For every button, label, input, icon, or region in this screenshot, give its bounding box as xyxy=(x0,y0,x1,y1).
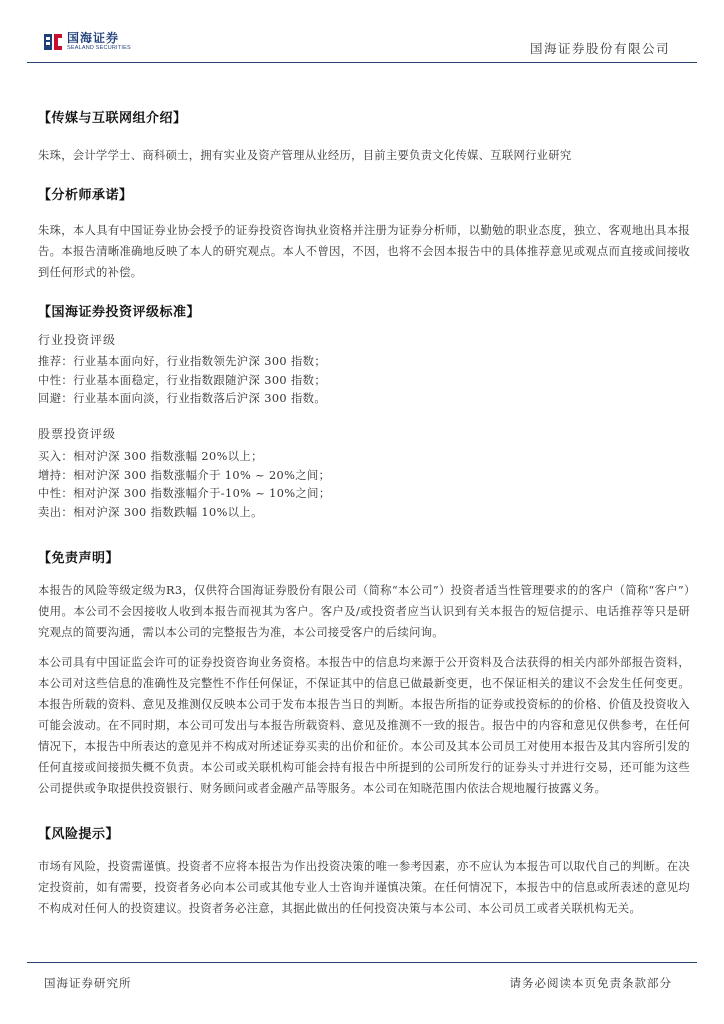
risk-title: 【风险提示】 xyxy=(38,827,120,842)
company-name: 国海证券股份有限公司 xyxy=(529,41,670,56)
industry-rating-item: 回避：行业基本面向淡，行业指数落后沪深 300 指数。 xyxy=(38,392,327,405)
stock-rating-item: 增持：相对沪深 300 指数涨幅介于 10% ~ 20%之间； xyxy=(38,468,331,482)
disclaimer-paragraph-1: 本报告的风险等级定级为R3，仅供符合国海证券股份有限公司（简称“本公司”）投资者适当性管理要求的的客户（简称“客户”）使用。本公司不会因接收人收到本报告而视其为客户。客户及/或投资者应当认识到有关本报告的短信提示、电话推荐等只是研究观点的简要沟通，需以本公司的完整报告为准，本公司接受客户的后续问询。 xyxy=(38,584,690,639)
stock-rating-block xyxy=(38,425,690,522)
industry-rating-title: 行业投资评级 xyxy=(38,333,117,347)
header-divider xyxy=(27,62,697,63)
risk-section xyxy=(38,823,690,842)
media-intro-text: 朱珠，会计学学士、商科硕士，拥有实业及资产管理从业经历，目前主要负责文化传媒、互联网行业研究 xyxy=(38,149,572,162)
disclaimer-body-1 xyxy=(38,580,690,643)
analyst-section xyxy=(38,184,690,203)
analyst-text: 朱珠，本人具有中国证券业协会授予的证券投资咨询执业资格并注册为证券分析师，以勤勉的职业态度，独立、客观地出具本报告。本报告清晰准确地反映了本人的研究观点。本人不曾因，不因，也将不会因本报告中的具体推荐意见或观点而直接或间接收到任何形式的补偿。 xyxy=(38,224,690,279)
stock-rating-title: 股票投资评级 xyxy=(38,427,117,441)
logo-en-text: SEALAND SECURITIES xyxy=(67,45,131,52)
disclaimer-section xyxy=(38,547,690,566)
risk-body xyxy=(38,856,690,919)
rating-title: 【国海证券投资评级标准】 xyxy=(38,305,201,320)
stock-rating-item: 中性：相对沪深 300 指数涨幅介于-10% ~ 10%之间； xyxy=(38,487,331,500)
stock-rating-item: 买入：相对沪深 300 指数涨幅 20%以上； xyxy=(38,450,263,463)
media-intro-title: 【传媒与互联网组介绍】 xyxy=(38,111,187,126)
disclaimer-title: 【免责声明】 xyxy=(38,551,120,566)
industry-rating-block xyxy=(38,331,690,409)
media-intro-section xyxy=(38,107,690,126)
analyst-title: 【分析师承诺】 xyxy=(38,188,133,203)
stock-rating-item: 卖出：相对沪深 300 指数跌幅 10%以上。 xyxy=(38,505,263,519)
footer-institute: 国海证券研究所 xyxy=(44,976,132,990)
analyst-body xyxy=(38,220,690,283)
footer-divider xyxy=(27,962,697,963)
sealand-logo-icon xyxy=(44,32,62,52)
company-logo xyxy=(44,32,131,52)
rating-section xyxy=(38,301,690,320)
industry-rating-item: 中性：行业基本面稳定，行业指数跟随沪深 300 指数； xyxy=(38,373,327,387)
risk-text: 市场有风险，投资需谨慎。投资者不应将本报告为作出投资决策的唯一参考因素，亦不应认为本报告可以取代自己的判断。在决定投资前，如有需要，投资者务必向本公司或其他专业人士咨询并谨慎决策。在任何情况下，本报告中的信息或所表述的意见均不构成对任何人的投资建议。投资者务必注意，其据此做出的任何投资决策与本公司、本公司员工或者关联机构无关。 xyxy=(38,860,690,915)
logo-cn-text: 国海证券 xyxy=(67,31,120,46)
industry-rating-item: 推荐：行业基本面向好，行业指数领先沪深 300 指数； xyxy=(38,355,327,368)
footer-disclaimer-note: 请务必阅读本页免责条款部分 xyxy=(509,976,672,990)
disclaimer-body-2 xyxy=(38,652,690,799)
disclaimer-paragraph-2: 本公司具有中国证监会许可的证券投资咨询业务资格。本报告中的信息均来源于公开资料及合法获得的相关内部外部报告资料，本公司对这些信息的准确性及完整性不作任何保证，不保证其中的信息已做最新变更，也不保证相关的建议不会发生任何变更。本报告所载的资料、意见及推测仅反映本公司于发布本报告当日的判断。本报告所指的证券或投资标的的价格、价值及投资收入可能会波动。在不同时期，本公司可发出与本报告所载资料、意见及推测不一致的报告。报告中的内容和意见仅供参考，在任何情况下，本报告中所表达的意见并不构成对所述证券买卖的出价和征价。本公司及其本公司员工对使用本报告及其内容所引发的任何直接或间接损失概不负责。本公司或关联机构可能会持有报告中所提到的公司所发行的证券头寸并进行交易，还可能为这些公司提供或争取提供投资银行、财务顾问或者金融产品等服务。本公司在知晓范围内依法合规地履行披露义务。 xyxy=(38,656,690,795)
page-header xyxy=(0,0,724,66)
media-intro-body xyxy=(38,145,690,166)
